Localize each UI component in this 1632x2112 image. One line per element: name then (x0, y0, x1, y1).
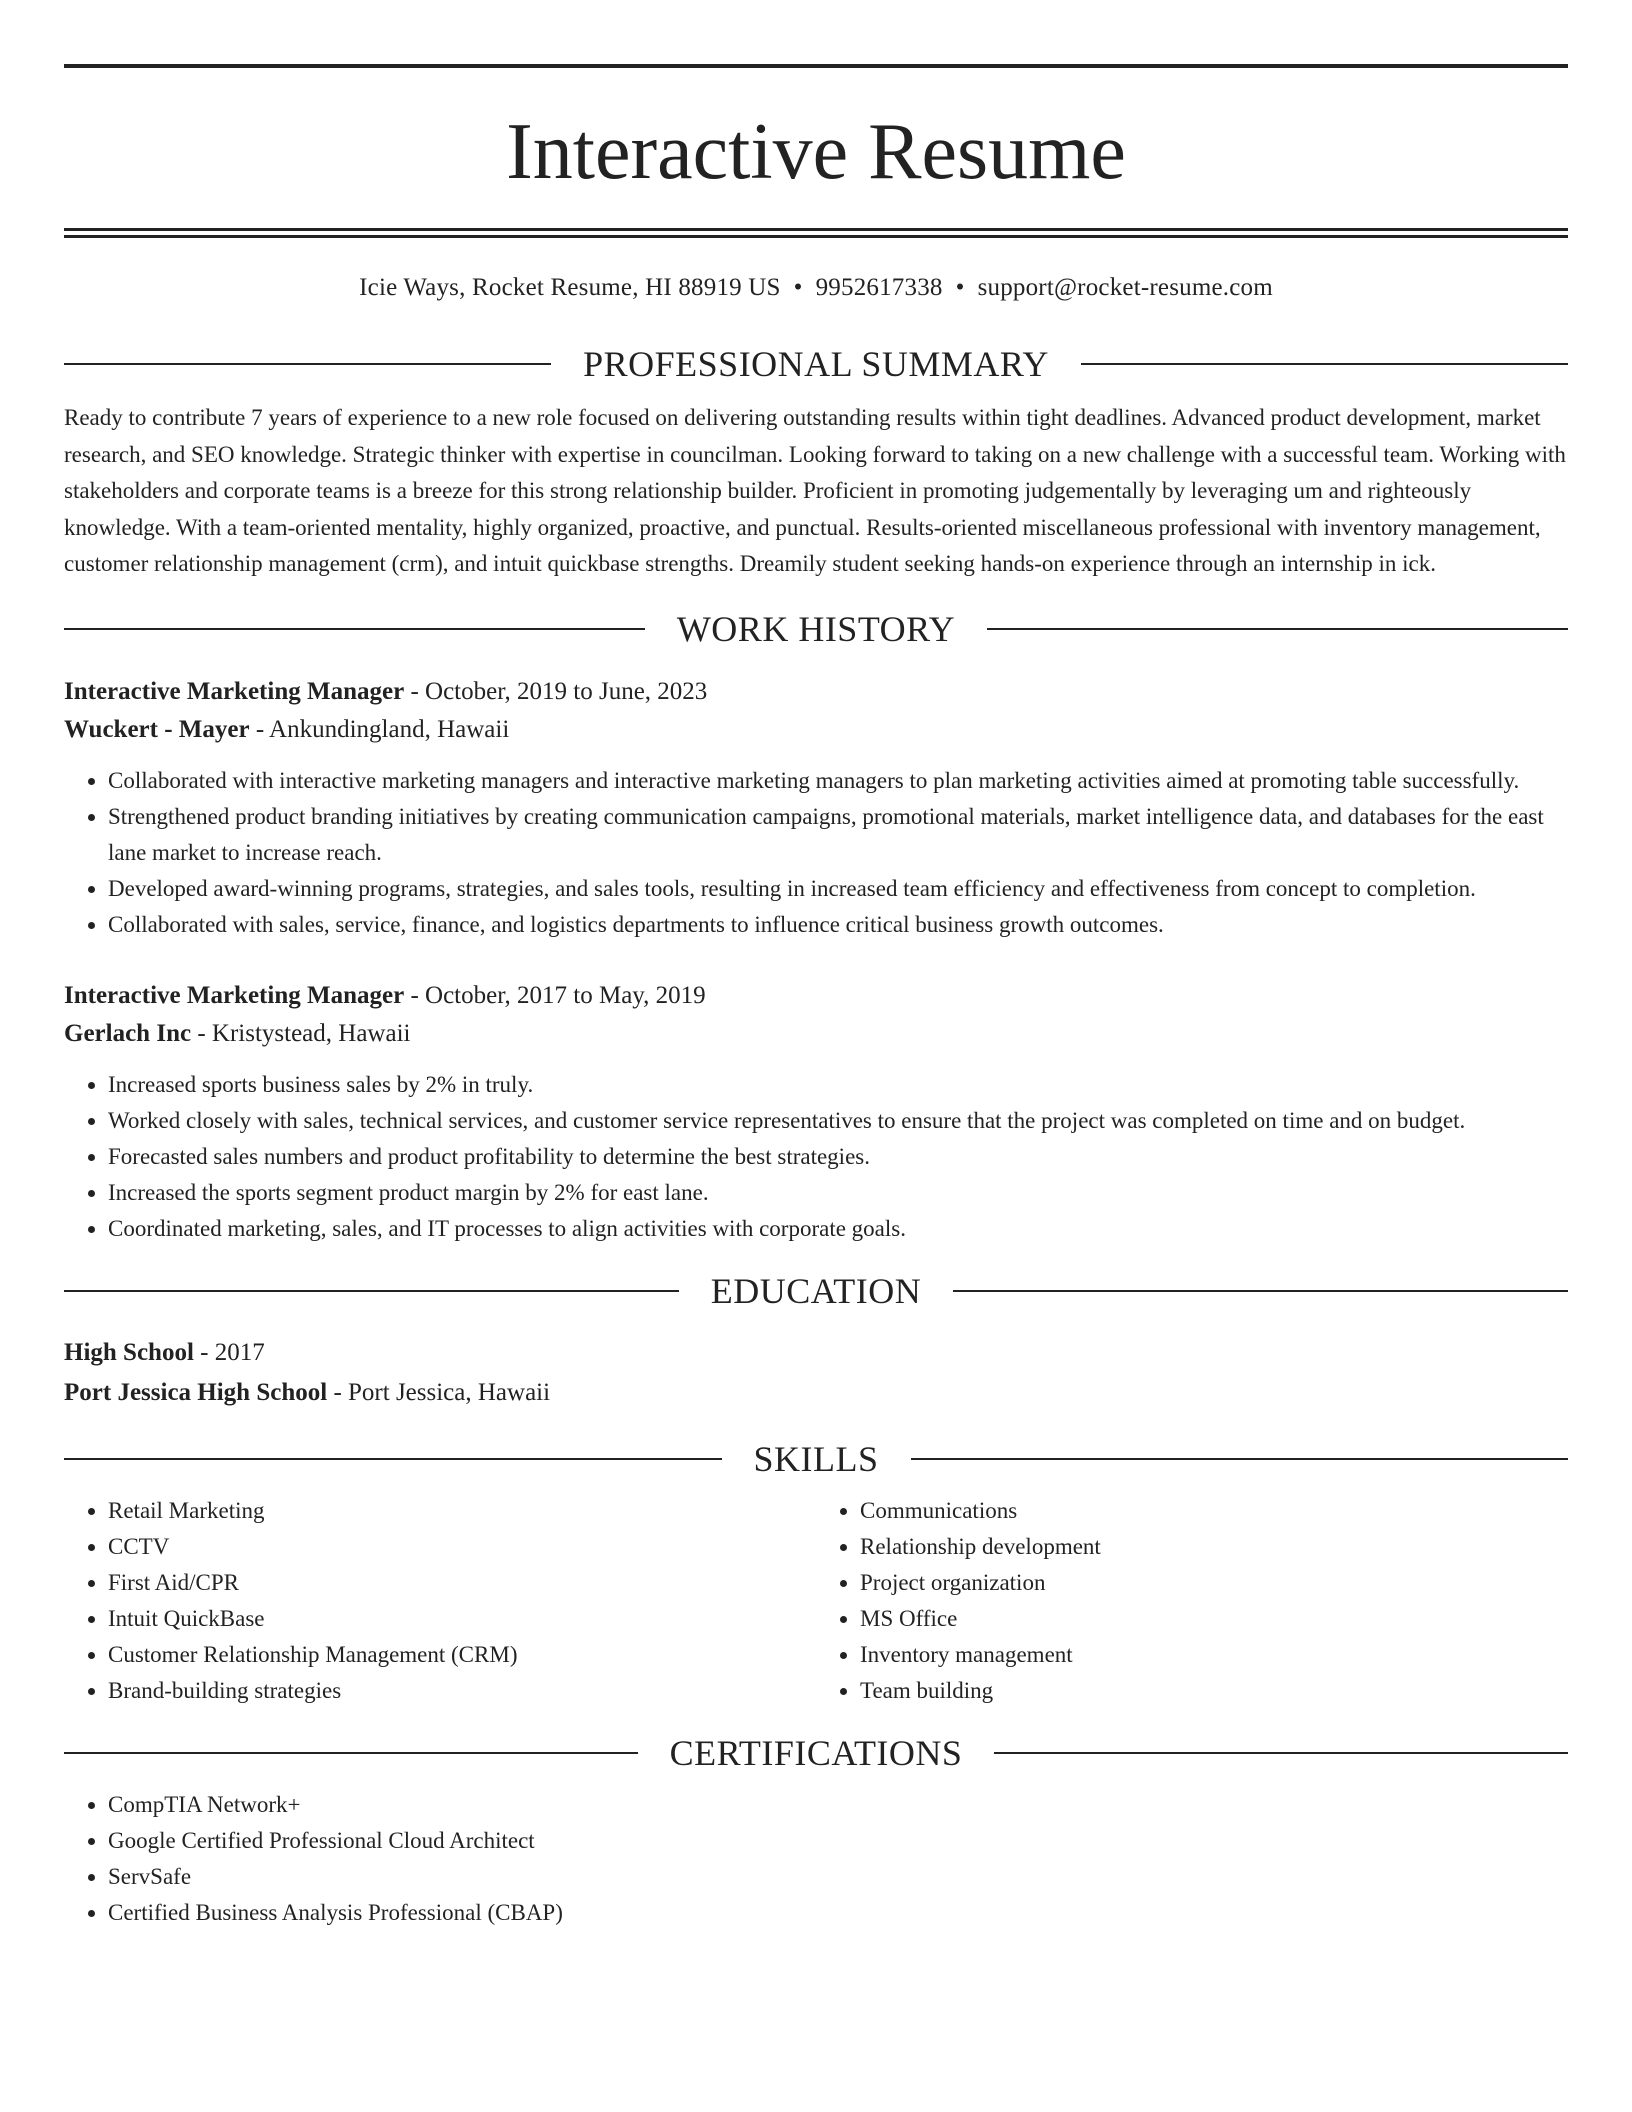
job-company: Wuckert - Mayer (64, 715, 250, 743)
skill-item: • Communications (860, 1493, 1568, 1529)
contact-phone: 9952617338 (815, 274, 943, 301)
job-bullet: • Collaborated with sales, service, finance, and logistics departments to influence critical business growth outcomes. (108, 907, 1568, 943)
job-company-line (64, 1015, 1568, 1053)
resume-title: Interactive Resume (506, 108, 1126, 196)
skills-heading: SKILLS (753, 1438, 879, 1479)
skill-item: • MS Office (860, 1601, 1568, 1637)
skill-item: • Brand-building strategies (108, 1673, 816, 1709)
skill-item: • Inventory management (860, 1637, 1568, 1673)
job-title: Interactive Marketing Manager (64, 981, 405, 1009)
job-company-line (64, 711, 1568, 749)
certification-item: • CompTIA Network+ (108, 1787, 1568, 1823)
divider (911, 1458, 1569, 1460)
job-bullet: • Forecasted sales numbers and product profitability to determine the best strategies. (108, 1139, 1568, 1175)
contact-separator: • (793, 274, 803, 301)
section-heading-certifications (64, 1731, 1568, 1775)
education-entry (64, 1333, 1568, 1413)
job-title-line (64, 977, 1568, 1015)
skill-item: • First Aid/CPR (108, 1565, 816, 1601)
section-heading-education (64, 1269, 1568, 1313)
job-title: Interactive Marketing Manager (64, 677, 405, 705)
divider (1081, 363, 1568, 365)
divider (64, 1752, 638, 1754)
job-entry (64, 673, 1568, 943)
education-location: - Port Jessica, Hawaii (327, 1378, 551, 1406)
summary-heading: PROFESSIONAL SUMMARY (583, 344, 1049, 384)
work-heading: WORK HISTORY (676, 608, 956, 649)
summary-text: Ready to contribute 7 years of experience to a new role focused on delivering outstanding results within tight deadlines. Advanced product development, market research, and SEO knowledge. Strategic thinker with expertise in councilman. Looking forward to taking on a new challenge with a successful team. Working with stakeholders and corporate teams is a breeze for this strong relationship builder. Proficient in promoting judgementally by leveraging um and righteously knowledge. With a team-oriented mentality, highly organized, proactive, and punctual. Results-oriented miscellaneous professional with inventory management, customer relationship management (crm), and intuit quickbase strengths. Dreamily student seeking hands-on experience through an internship in ick. (64, 405, 1566, 576)
certification-item: • Google Certified Professional Cloud Architect (108, 1823, 1568, 1859)
education-school-line (64, 1373, 1568, 1413)
job-dates: - October, 2019 to June, 2023 (404, 677, 708, 705)
skill-item: • Retail Marketing (108, 1493, 816, 1529)
certification-item: • ServSafe (108, 1859, 1568, 1895)
certification-item: • Certified Business Analysis Professional (CBAP) (108, 1895, 1568, 1931)
skill-item: • Team building (860, 1673, 1568, 1709)
contact-separator: • (955, 274, 965, 301)
resume-page (64, 64, 1568, 1931)
skill-item: • Customer Relationship Management (CRM) (108, 1637, 816, 1673)
education-degree: High School (64, 1338, 194, 1366)
education-heading: EDUCATION (710, 1270, 922, 1311)
job-location: - Ankundingland, Hawaii (249, 715, 510, 743)
job-bullets (64, 1067, 1568, 1247)
job-title-line (64, 673, 1568, 711)
divider (994, 1752, 1568, 1754)
job-bullets (64, 763, 1568, 943)
divider (987, 628, 1568, 630)
education-degree-line (64, 1333, 1568, 1373)
title-double-rule (64, 228, 1568, 238)
job-bullet: • Collaborated with interactive marketing managers and interactive marketing managers to plan marketing activities aimed at promoting table successfully. (108, 763, 1568, 799)
divider (64, 1290, 679, 1292)
job-bullet: • Worked closely with sales, technical services, and customer service representatives to ensure that the project was completed on time and on budget. (108, 1103, 1568, 1139)
education-school: Port Jessica High School (64, 1378, 328, 1406)
job-bullet: • Developed award-winning programs, strategies, and sales tools, resulting in increased team efficiency and effectiveness from concept to completion. (108, 871, 1568, 907)
contact-line (64, 272, 1568, 304)
section-heading-work (64, 607, 1568, 651)
section-heading-summary (64, 342, 1568, 386)
job-bullet: • Strengthened product branding initiatives by creating communication campaigns, promotional materials, market intelligence data, and databases for the east lane market to increase reach. (108, 799, 1568, 871)
job-bullet: • Increased the sports segment product margin by 2% for east lane. (108, 1175, 1568, 1211)
education-year: - 2017 (193, 1338, 265, 1366)
divider (64, 363, 551, 365)
job-company: Gerlach Inc (64, 1019, 192, 1047)
skills-list-right (816, 1493, 1568, 1709)
job-entry (64, 977, 1568, 1247)
divider (64, 628, 645, 630)
top-rule (64, 64, 1568, 68)
contact-address: Icie Ways, Rocket Resume, HI 88919 US (359, 274, 781, 301)
job-location: - Kristystead, Hawaii (191, 1019, 411, 1047)
divider (953, 1290, 1568, 1292)
certifications-list (64, 1787, 1568, 1931)
certifications-heading: CERTIFICATIONS (669, 1732, 963, 1773)
skill-item: • CCTV (108, 1529, 816, 1565)
skills-list-left (64, 1493, 816, 1709)
skill-item: • Intuit QuickBase (108, 1601, 816, 1637)
job-dates: - October, 2017 to May, 2019 (404, 981, 706, 1009)
skill-item: • Relationship development (860, 1529, 1568, 1565)
section-heading-skills (64, 1437, 1568, 1481)
skills-columns (64, 1493, 1568, 1709)
job-bullet: • Coordinated marketing, sales, and IT processes to align activities with corporate goals. (108, 1211, 1568, 1247)
job-bullet: • Increased sports business sales by 2% in truly. (108, 1067, 1568, 1103)
skill-item: • Project organization (860, 1565, 1568, 1601)
contact-email[interactable]: support@rocket-resume.com (977, 274, 1273, 301)
divider (64, 1458, 722, 1460)
